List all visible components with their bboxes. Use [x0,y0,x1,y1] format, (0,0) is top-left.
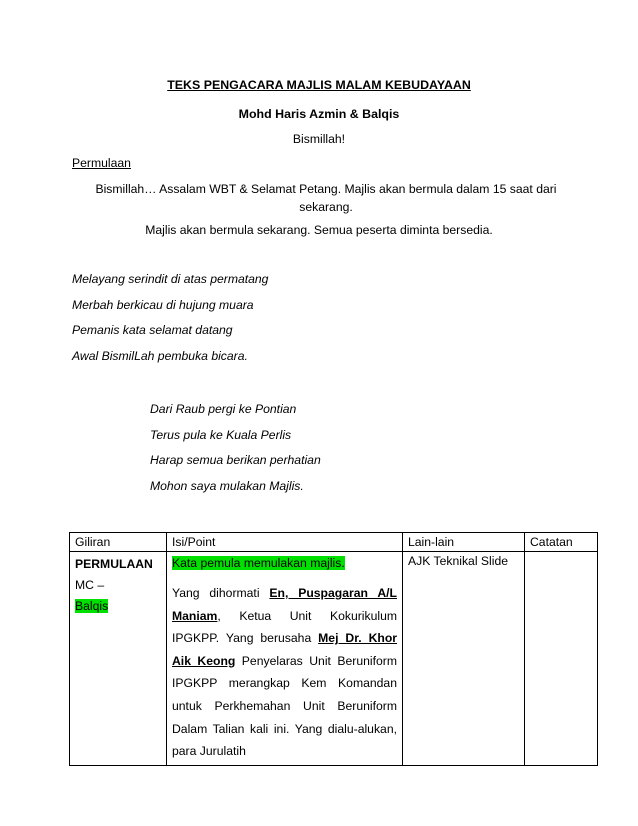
pantun2-line: Terus pula ke Kuala Perlis [150,428,292,442]
p2-post: Penyelaras Unit Beruniform IPGKPP merangkap Kem Komandan untuk Perkhemahan Unit Beruniform Dalam Talian kali ini. Yang dialu-alukan, para Jurulatih [172,653,397,759]
pantun1-line: Merbah berkicau di hujung muara [72,298,254,312]
p1-post: , Ketua Unit Kokurikulum IPGKPP. [172,608,397,646]
cell-lain-lain: AJK Teknikal Slide [403,552,525,766]
p1-name: En, Puspagaran A/L Maniam [172,586,397,623]
pantun2-line: Mohon saya mulakan Majlis. [150,479,304,493]
header-isi-point: Isi/Point [167,533,403,552]
section-heading: Permulaan [72,156,131,170]
header-catatan: Catatan [525,533,598,552]
pantun2-line: Dari Raub pergi ke Pontian [150,402,297,416]
header-giliran: Giliran [70,533,167,552]
pantun1-line: Awal BismilLah pembuka bicara. [72,349,248,363]
script-table [69,532,598,766]
isi-paragraph [172,582,397,763]
authors: Mohd Haris Azmin & Balqis [238,107,400,121]
bismillah-line: Bismillah! [292,132,346,146]
intro-line-1: Bismillah… Assalam WBT & Selamat Petang. Majlis akan bermula dalam 15 saat dari sekarang. [95,182,557,214]
giliran-mc: MC – [75,578,105,592]
cell-catatan [525,552,598,766]
giliran-name [75,596,161,617]
cell-isi-point [167,552,403,766]
giliran-name-text: Balqis [75,599,109,613]
table-header-row [70,533,598,552]
pantun1-line: Pemanis kata selamat datang [72,323,233,337]
table-row [70,552,598,766]
cell-giliran [70,552,167,766]
highlight-text: Kata pemula memulakan majlis. [172,556,345,570]
highlight-line [172,554,397,572]
header-lain-lain: Lain-lain [403,533,525,552]
giliran-section: PERMULAAN [75,557,153,571]
pantun1-line: Melayang serindit di atas permatang [72,272,269,286]
p1-pre: Yang dihormati [172,586,270,600]
p2-name: Mej Dr. Khor Aik Keong [172,631,398,668]
pantun2-line: Harap semua berikan perhatian [150,453,321,467]
document-title: TEKS PENGACARA MAJLIS MALAM KEBUDAYAAN [167,78,471,92]
intro-line-2: Majlis akan bermula sekarang. Semua peserta diminta bersedia. [145,223,493,237]
p2-pre: Yang berusaha [225,631,319,646]
